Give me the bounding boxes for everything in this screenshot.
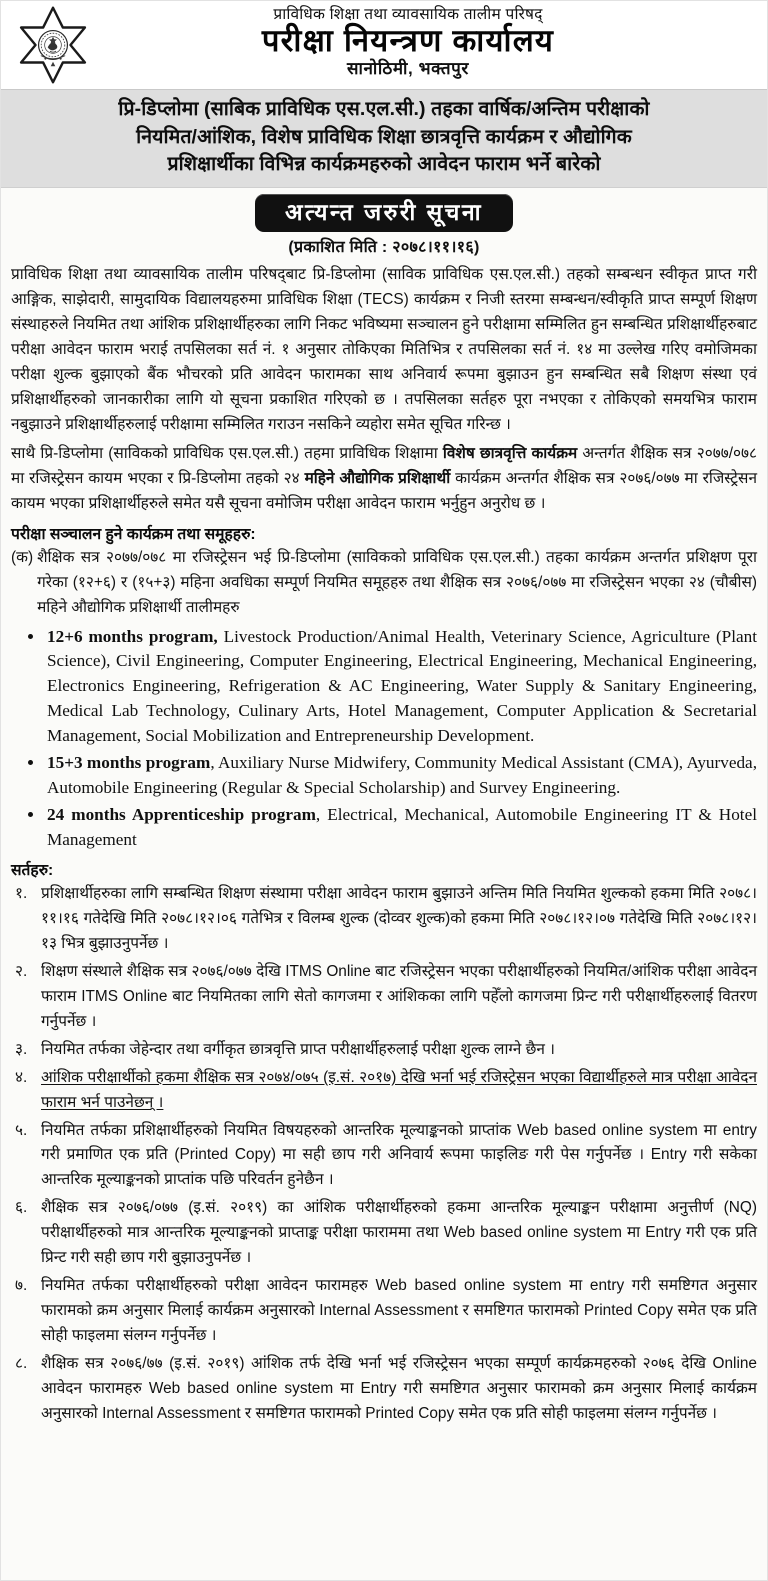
program-detail-text-1: , Auxiliary Nurse Midwifery, Community Medical Assistant (CMA), Ayurveda, Automobile Engineering (Regular & Special Scholarship) and Survey Engineering.: [47, 753, 757, 798]
conditions-list: [11, 882, 757, 1427]
subject-line-3: प्रशिक्षार्थीका विभिन्न कार्यक्रमहरुको आवेदन फाराम भर्ने बारेको: [167, 153, 601, 176]
condition-number-6: ६.: [15, 1199, 28, 1217]
scholarship-bold-2: महिने औद्योगिक प्रशिक्षार्थी: [304, 469, 451, 487]
program-detail-text-2: , Electrical, Mechanical, Automobile Engineering IT & Hotel Management: [47, 805, 757, 849]
conditions-heading: सर्तहरु:: [11, 861, 54, 879]
list-item: [11, 1066, 757, 1116]
condition-text-5: नियमित तर्फका प्रशिक्षार्थीहरुको नियमित विषयहरुको आन्तरिक मूल्याङ्कनको प्राप्तांक Web based online system मा entry गरी प्रमाणित एक प्रति (Printed Copy) मा सही छाप गरी अनिवार्य रूपमा फाइलिङ गरी पेस गर्नुपर्नेछ । Entry गरी सकेका आन्तरिक मूल्याङ्कनको प्राप्तांक पछि परिवर्तन हुनेछैन ।: [41, 1121, 757, 1189]
list-item: [11, 882, 757, 957]
condition-text-2: शिक्षण संस्थाले शैक्षिक सत्र २०७६/०७७ देखि ITMS Online बाट रजिस्ट्रेसन भएका परीक्षार्थीहरुको नियमित/आंशिक परीक्षा आवेदन फाराम ITMS Online बाट नियमितका लागि सेतो कागजमा र आंशिकका लागि पहेँलो कागजमा प्रिन्ट गरी परीक्षार्थीहरुलाई वितरण गर्नुपर्नेछ ।: [41, 962, 757, 1030]
scholarship-part-e: कार्यक्रम अन्तर्गत शैक्षिक सत्र २०७६/०७७ मा रजिस्ट्रेसन कायम भएका प्रशिक्षार्थीहरुले समेत यसै सूचना वमोजिम परीक्षा आवेदन फाराम भर्नुहुन अनुरोध छ ।: [11, 469, 757, 512]
intro-paragraph: [11, 263, 757, 438]
list-item: [11, 803, 757, 853]
publication-date: (प्रकाशित मिति : २०७८।११।१६): [288, 239, 480, 257]
list-item: [11, 1119, 757, 1194]
program-lead-label-2: 24 months Apprenticeship program: [47, 805, 316, 825]
condition-number-7: ७.: [15, 1277, 28, 1295]
notice-subject-banner: [1, 89, 767, 188]
condition-number-2: २.: [15, 962, 28, 980]
list-item: [11, 625, 757, 750]
notice-body: [1, 263, 767, 1440]
intro-paragraph-text: प्राविधिक शिक्षा तथा व्यावसायिक तालीम परिषद्‌बाट प्रि-डिप्लोमा (साविक प्राविधिक एस.एल.सी.) तहको सम्बन्धन स्वीकृत प्राप्त गरी आङ्गिक, साझेदारी, सामुदायिक विद्यालयहरुमा प्राविधिक शिक्षा (TECS) कार्यक्रम र निजी स्तरमा सम्बन्धन/स्वीकृति प्राप्त सम्पूर्ण शिक्षण संस्थाहरुले नियमित तथा आंशिक प्रशिक्षार्थीहरुका लागि निकट भविष्यमा सञ्चालन हुने परीक्षामा सम्मिलित हुन सम्बन्धित प्रशिक्षार्थीहरुबाट परीक्षा आवेदन फाराम भराई तपसिलका सर्त नं. १ अनुसार तोकिएका मितिभित्र र तपसिलका सर्त नं. १४ मा उल्लेख गरिए वमोजिमका परीक्षा शुल्क बुझाएको बैंक भौचरको प्रति आवेदन फारामका साथ अनिवार्य रूपमा बुझाउन हुन सम्बन्धित सबै शिक्षण संस्था एवं प्रशिक्षार्थीहरुको जानकारीका लागि यो सूचना प्रकाशित गरिएको छ । तपसिलका सर्तहरु पूरा नभएका र तोकिएको समयभित्र फाराम नबुझाउने प्रशिक्षार्थीहरुलाई परीक्षामा सम्मिलित गराउन नसकिने व्यहोरा समेत सूचित गरिन्छ ।: [11, 266, 757, 433]
urgent-notice-badge: अत्यन्त जरुरी सूचना: [255, 194, 513, 232]
condition-text-1: प्रशिक्षार्थीहरुका लागि सम्बन्धित शिक्षण संस्थामा परीक्षा आवेदन फाराम बुझाउने अन्तिम मिति नियमित शुल्कको हकमा मिति २०७८।११।१६ गतेदेखि मिति २०७८।१२।०६ गतेभित्र र विलम्ब शुल्क (दोव्वर शुल्क)को हकमा मिति २०७८।१२।०७ गतेदेखि मिति २०७८।१२।१३ भित्र बुझाउनुपर्नेछ ।: [41, 884, 757, 952]
program-lead-label-0: 12+6 months program,: [47, 626, 218, 646]
condition-number-3: ३.: [15, 1040, 28, 1058]
scholarship-part-a: साथै प्रि-डिप्लोमा (साविकको प्राविधिक एस.एल.सी.) तहमा प्राविधिक शिक्षामा: [11, 444, 443, 462]
list-item: [11, 1352, 757, 1427]
list-item: [11, 1038, 757, 1063]
scholarship-part-c: अन्तर्गत शैक्षिक सत्र २०७७/०७८ मा रजिस्ट्रेसन कायम भएका र प्रि-डिप्लोमा तहको २४: [11, 444, 757, 487]
condition-text-3: नियमित तर्फका जेहेन्दार तथा वर्गीकृत छात्रवृत्ति प्राप्त परीक्षार्थीहरुलाई परीक्षा शुल्क लाग्ने छैन ।: [41, 1040, 556, 1058]
organization-name: प्राविधिक शिक्षा तथा व्यावसायिक तालीम परिषद्: [273, 6, 543, 23]
bullet-dot-icon: [28, 760, 33, 765]
urgent-notice-badge-wrap: [1, 194, 767, 232]
programs-heading: परीक्षा सञ्चालन हुने कार्यक्रम तथा समूहहरु:: [11, 525, 256, 543]
program-item-ka-marker: (क): [11, 548, 34, 566]
scholarship-bold-1: विशेष छात्रवृत्ति कार्यक्रम: [442, 444, 578, 462]
subject-line-1: प्रि-डिप्लोमा (साबिक प्राविधिक एस.एल.सी.) तहका वार्षिक/अन्तिम परीक्षाको: [118, 98, 650, 120]
office-title: परीक्षा नियन्त्रण कार्यालय: [261, 23, 555, 59]
program-lead-label-1: 15+3 months program: [47, 753, 211, 773]
office-location: सानोठिमी, भक्तपुर: [347, 59, 469, 79]
condition-text-8: शैक्षिक सत्र २०७६/७७ (इ.सं. २०१९) आंशिक तर्फ देखि भर्ना भई रजिस्ट्रेसन भएका सम्पूर्ण कार्यक्रमहरुको २०७६ देखि Online आवेदन फारामहरु Web based online system मा Entry गरी समष्टिगत अनुसार फारामको क्रम अनुसार मिलाई कार्यक्रम अनुसारको Internal Assessment र समष्टिगत फारामको Printed Copy समेत एक प्रति सोही फाइलमा संलग्न गर्नुपर्नेछ ।: [41, 1355, 757, 1422]
program-detail-text-0: Livestock Production/Animal Health, Veterinary Science, Agriculture (Plant Science), Civil Engineering, Computer Engineering, Electrical Engineering, Mechanical Engineering, Electronics Engineering, Refrigeration & AC Engineering, Water Supply & Sanitary Engineering, Medical Lab Technology, Culinary Arts, Hotel Management, Computer Application & Secretarial Management, Social Mobilization and Entrepreneurship Development.: [47, 626, 757, 746]
condition-text-7: नियमित तर्फका परीक्षार्थीहरुको परीक्षा आवेदन फारामहरु Web based online system मा entry गरी समष्टिगत अनुसार फारामको क्रम अनुसार मिलाई कार्यक्रम अनुसारको Internal Assessment र समष्टिगत फारामको Printed Copy समेत एक प्रति सोही फाइलमा संलग्न गर्नुपर्नेछ ।: [41, 1277, 757, 1345]
condition-number-1: १.: [15, 884, 28, 902]
program-bullet-list: [11, 625, 757, 853]
subject-line-2: नियमित/आंशिक, विशेष प्राविधिक शिक्षा छात्रवृत्ति कार्यक्रम र औद्योगिक: [136, 125, 632, 148]
condition-number-5: ५.: [15, 1121, 28, 1139]
condition-text-4: आंशिक परीक्षार्थीको हकमा शैक्षिक सत्र २०७४/०७५ (इ.सं. २०१७) देखि भर्ना भई रजिस्ट्रेसन भएका विद्यार्थीहरुले मात्र परीक्षा आवेदन फाराम भर्न पाउनेछन् ।: [41, 1068, 757, 1111]
condition-text-6: शैक्षिक सत्र २०७६/०७७ (इ.सं. २०१९) का आंशिक परीक्षार्थीहरुको हकमा आन्तरिक मूल्याङ्कन परीक्षामा अनुत्तीर्ण (NQ) परीक्षार्थीहरुको मात्र आन्तरिक मूल्याङ्कनको प्राप्ताङ्क परीक्षा फाराममा तथा Web based online system मा Entry गरी एक प्रति प्रिन्ट गरी सही छाप गरी बुझाउनुपर्नेछ ।: [41, 1199, 757, 1267]
nepal-government-star-emblem-icon: [15, 5, 91, 85]
list-item: [11, 1196, 757, 1271]
condition-number-8: ८.: [15, 1355, 28, 1373]
header-text-block: [1, 7, 767, 79]
list-item: [11, 751, 757, 801]
program-item-ka-text: शैक्षिक सत्र २०७७/०७८ मा रजिस्ट्रेसन भई प्रि-डिप्लोमा (साविकको प्राविधिक एस.एल.सी.) तहका कार्यक्रम अन्तर्गत प्रशिक्षण पूरा गरेका (१२+६) र (१५+३) महिना अवधिका सम्पूर्ण नियमित समूहहरु तथा शैक्षिक सत्र २०७६/०७७ मा रजिस्ट्रेसन भएका २४ (चौबीस) महिने औद्योगिक प्रशिक्षार्थी तालीमहरु: [37, 548, 757, 616]
bullet-dot-icon: [28, 634, 33, 639]
program-item-ka: [11, 546, 757, 621]
document-header: [1, 1, 767, 89]
list-item: [11, 960, 757, 1035]
condition-number-4: ४.: [15, 1068, 28, 1086]
scholarship-paragraph: [11, 442, 757, 517]
bullet-dot-icon: [28, 812, 33, 817]
list-item: [11, 1274, 757, 1349]
